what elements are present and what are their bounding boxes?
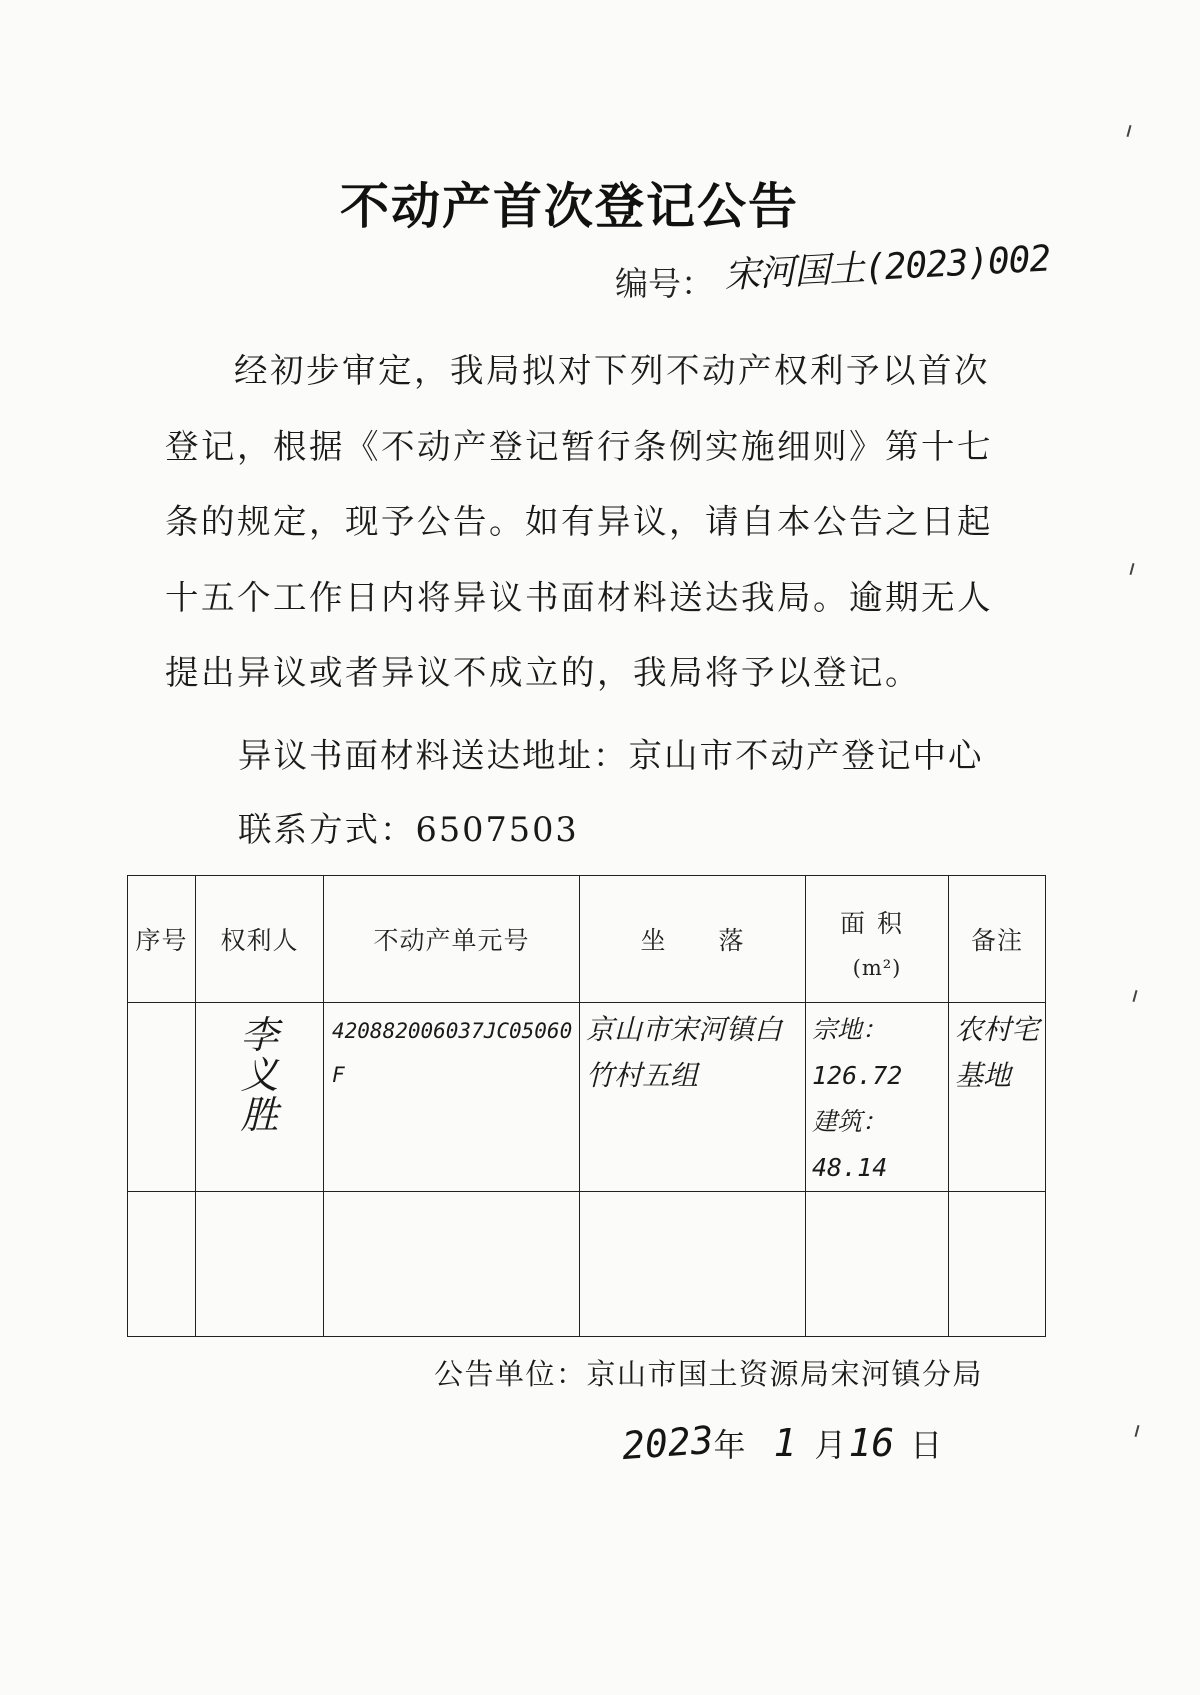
cell-holder-char: 胜 [240,1093,279,1137]
date-month: 1 [773,1421,797,1465]
objection-address: 异议书面材料送达地址：京山市不动产登记中心 [238,736,984,775]
table-row [128,1003,1046,1192]
registration-table [127,875,1046,1337]
cell-empty [324,1192,580,1337]
cell-empty [949,1192,1046,1337]
date-year-suffix: 年 [713,1426,746,1464]
date-year: 2023 [620,1417,715,1469]
header-unit-no: 不动产单元号 [324,876,580,1003]
header-holder: 权利人 [196,876,324,1003]
header-note: 备注 [949,876,1046,1003]
issuer: 公告单位：京山市国土资源局宋河镇分局 [434,1357,984,1391]
date-day-suffix: 日 [910,1426,943,1464]
scan-mark [1134,1425,1139,1437]
header-area-unit: (m²) [852,956,902,980]
header-area [806,876,949,1003]
cell-location: 京山市宋河镇白竹村五组 [580,1003,806,1192]
cell-area [806,1003,949,1192]
contact-info: 联系方式：6507503 [238,810,579,849]
cell-empty [806,1192,949,1337]
announcement-body: 经初步审定，我局拟对下列不动产权利予以首次登记，根据《不动产登记暂行条例实施细则》第十七条的规定，现予公告。如有异议，请自本公告之日起十五个工作日内将异议书面材料送达我局。逾期无人提出异议或者异议不成立的，我局将予以登记。 [165,351,993,692]
scan-mark [1126,125,1131,137]
cell-seq [128,1003,196,1192]
page-title: 不动产首次登记公告 [340,178,800,235]
issue-date [620,1417,943,1469]
table-header-row [128,876,1046,1003]
cell-empty [128,1192,196,1337]
scan-mark [1132,990,1137,1002]
header-area-label: 面积 [839,909,914,938]
document-number [615,238,1052,306]
cell-note: 农村宅基地 [949,1003,1046,1192]
scan-mark [1129,563,1134,575]
cell-unit-no: 420882006037JC05060F [324,1003,580,1192]
date-month-suffix: 月 [814,1426,847,1464]
header-seq: 序号 [128,876,196,1003]
cell-empty [580,1192,806,1337]
cell-holder-char: 义 [240,1053,279,1097]
cell-holder-char: 李 [240,1013,279,1057]
header-location: 坐 落 [580,876,806,1003]
cell-holder [196,1003,324,1192]
cell-area-building: 建筑：48.14 [812,1107,888,1182]
cell-area-land: 宗地：126.72 [812,1015,903,1090]
document-number-label: 编号： [615,264,714,303]
document-number-value: 宋河国土(2023)002 [723,238,1052,297]
date-day: 16 [848,1421,895,1465]
cell-empty [196,1192,324,1337]
table-row-empty [128,1192,1046,1337]
